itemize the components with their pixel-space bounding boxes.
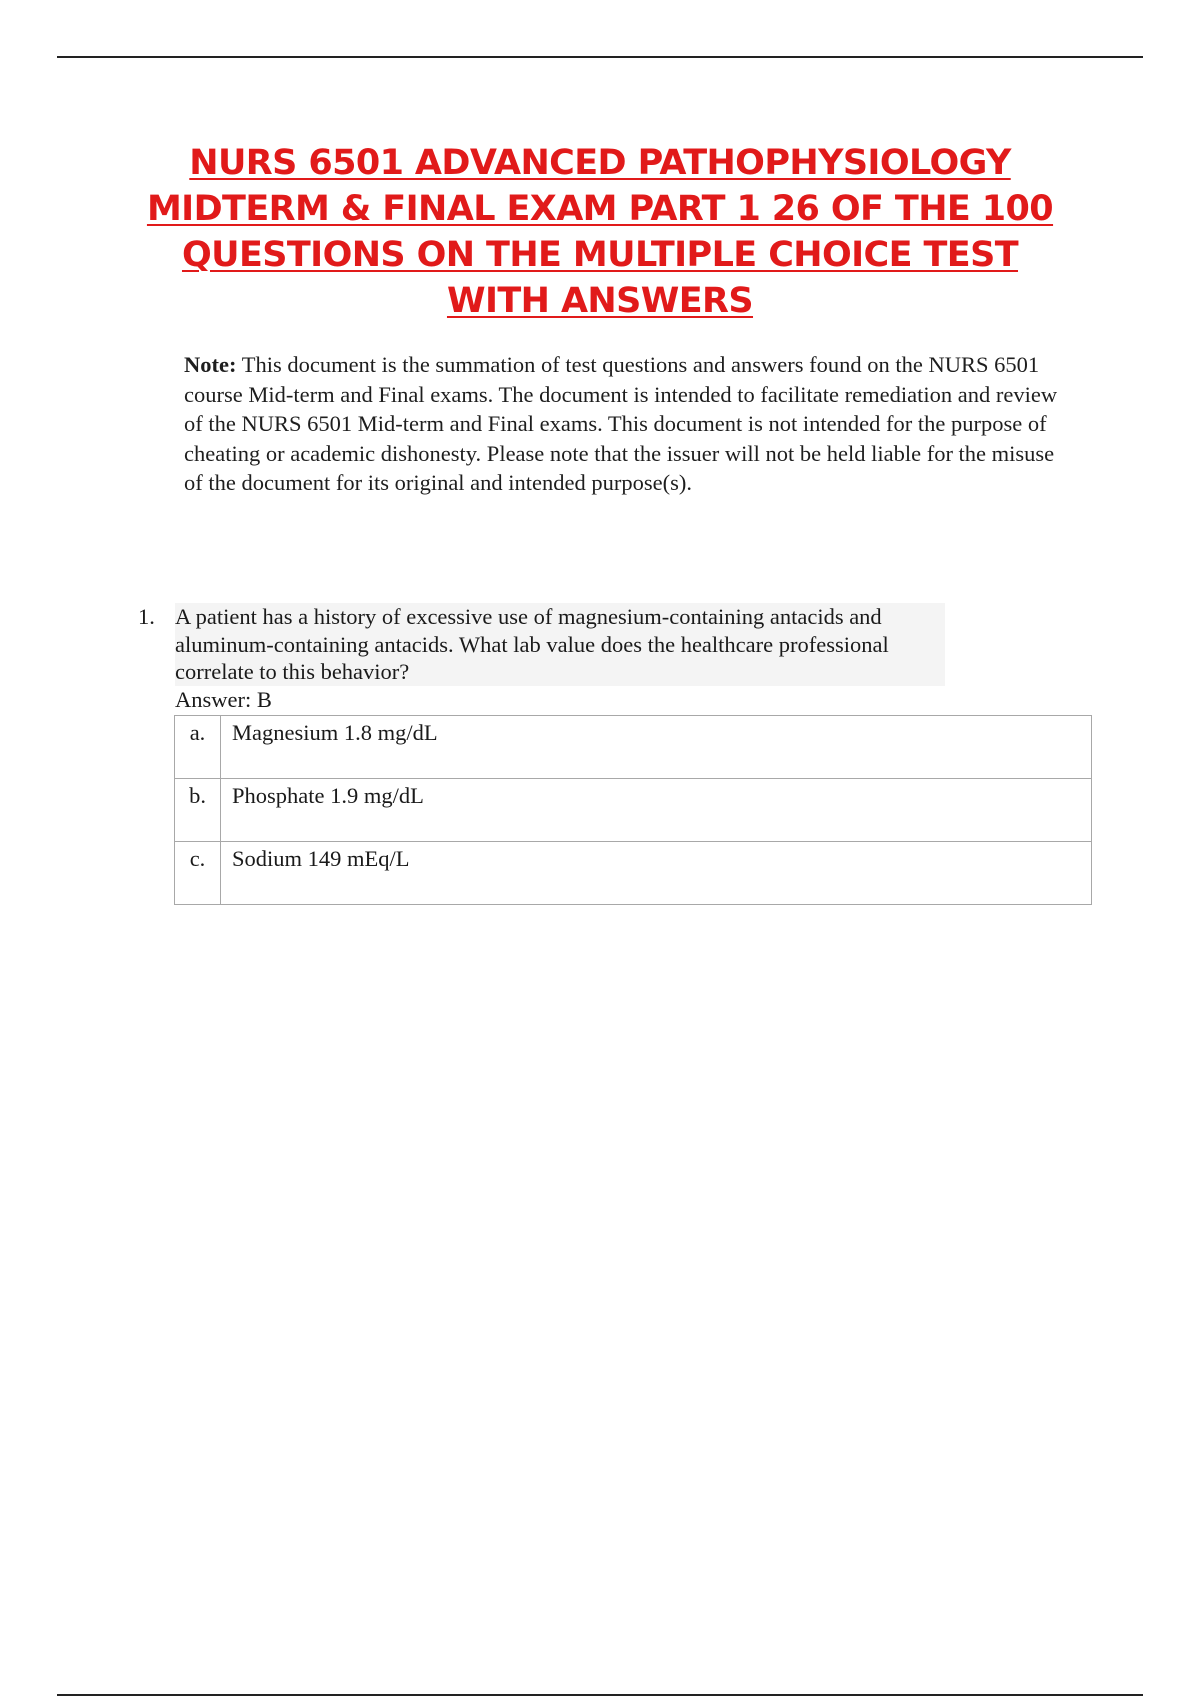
table-row <box>175 842 1092 905</box>
question-answer: Answer: B <box>175 686 272 712</box>
question-body <box>175 603 1095 713</box>
note-text: This document is the summation of test questions and answers found on the NURS 6501 course Mid-term and Final exams. The document is intended to facilitate remediation and review of the NURS 6501 Mid-term and Final exams. This document is not intended for the purpose of cheating or academic dishonesty. Please note that the issuer will not be held liable for the misuse of the document for its original and intended purpose(s). <box>184 352 1058 495</box>
title-line-3: QUESTIONS ON THE MULTIPLE CHOICE TEST <box>181 235 1019 275</box>
option-letter: a. <box>175 716 221 779</box>
table-row <box>175 779 1092 842</box>
title-line-1: NURS 6501 ADVANCED PATHOPHYSIOLOGY <box>189 143 1011 183</box>
table-row <box>175 716 1092 779</box>
footer-rule <box>57 1694 1143 1696</box>
option-letter: b. <box>175 779 221 842</box>
header-rule <box>57 56 1143 58</box>
answer-options-table <box>174 715 1092 905</box>
note-label: Note: <box>184 352 237 377</box>
title-line-4: WITH ANSWERS <box>446 281 754 321</box>
question-text: A patient has a history of excessive use of magnesium-containing antacids and aluminum-containing antacids. What lab value does the healthcare professional correlate to this behavior? <box>175 603 945 686</box>
disclaimer-note <box>184 350 1064 498</box>
option-text: Magnesium 1.8 mg/dL <box>221 716 1092 779</box>
option-letter: c. <box>175 842 221 905</box>
document-title <box>120 140 1080 324</box>
question-number: 1. <box>138 604 155 629</box>
option-text: Sodium 149 mEq/L <box>221 842 1092 905</box>
title-line-2: MIDTERM & FINAL EXAM PART 1 26 OF THE 100 <box>146 189 1054 229</box>
option-text: Phosphate 1.9 mg/dL <box>221 779 1092 842</box>
